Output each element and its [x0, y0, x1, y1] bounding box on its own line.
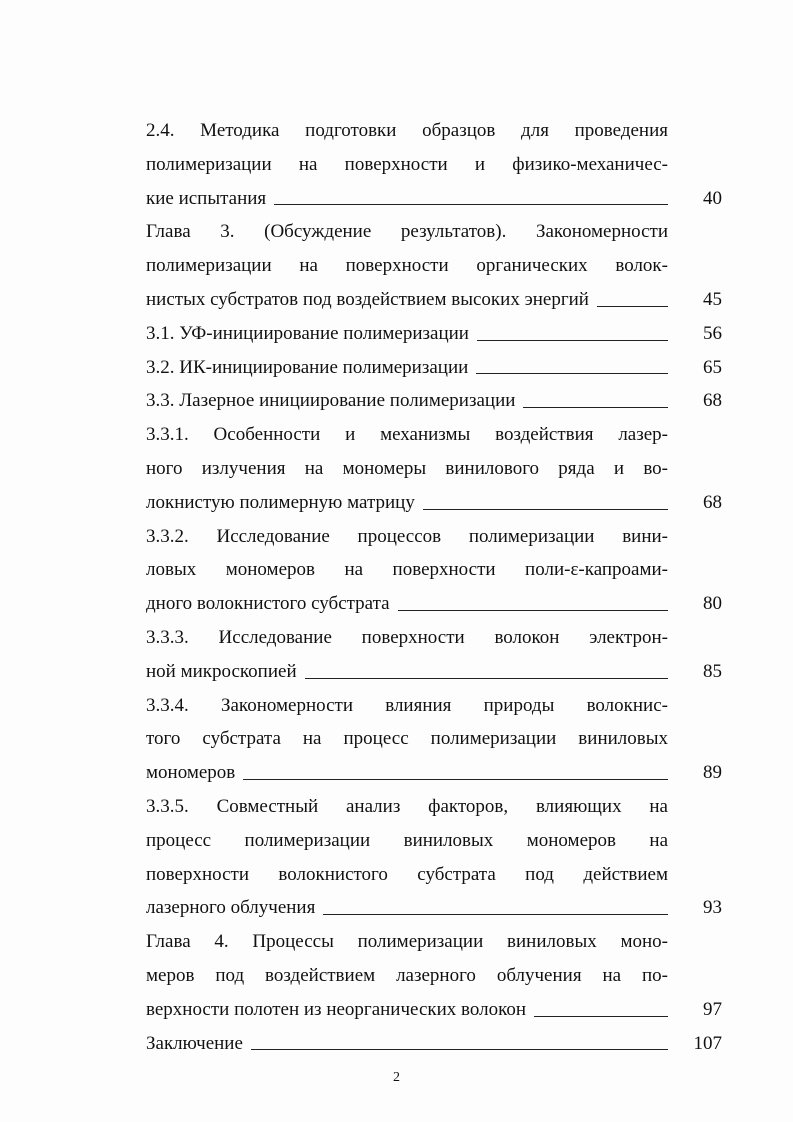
- toc-entry: [146, 621, 722, 689]
- toc-page-number: 89: [703, 762, 722, 784]
- toc-page-number: 85: [703, 660, 722, 682]
- toc-entry-line: [146, 384, 668, 418]
- leader-line: [523, 406, 668, 408]
- toc-entry-line: [146, 993, 668, 1027]
- toc-entry-line: [146, 756, 668, 790]
- toc-entry-text: 3.2. ИК-инициирование полимеризации: [146, 356, 469, 378]
- toc-entry-line: [146, 1027, 668, 1061]
- toc-page-number: 40: [703, 187, 722, 209]
- toc-entry-line: 3.3.2. Исследование процессов полимеризации вини-: [146, 525, 668, 547]
- toc-entry-line: [146, 891, 668, 925]
- toc-entry-text: Заключение: [146, 1032, 243, 1054]
- toc-page-number: 68: [703, 491, 722, 513]
- toc-entry-line: 3.3.5. Совместный анализ факторов, влияющих на: [146, 795, 668, 817]
- page-number: 2: [393, 1070, 400, 1085]
- toc-entry-line: меров под воздействием лазерного облучения на по-: [146, 964, 668, 986]
- toc-entry-line: 3.3.4. Закономерности влияния природы волокнис-: [146, 694, 668, 716]
- leader-line: [305, 677, 668, 679]
- toc-entry-line: Глава 4. Процессы полимеризации виниловых моно-: [146, 931, 668, 953]
- toc-entry-text: дного волокнистого субстрата: [146, 593, 390, 615]
- toc-entry-line: процесс полимеризации виниловых мономеров на: [146, 829, 668, 851]
- toc-entry: [146, 215, 722, 316]
- leader-line: [477, 339, 668, 341]
- toc-entry: [146, 689, 722, 790]
- toc-entry-line: [146, 587, 668, 621]
- toc-entry-line: [146, 655, 668, 689]
- leader-line: [274, 203, 668, 205]
- toc-entry-line: поверхности волокнистого субстрата под действием: [146, 863, 668, 885]
- toc-entry-line: [146, 351, 668, 385]
- toc-entry-text: мономеров: [146, 762, 236, 784]
- toc-entry: [146, 384, 722, 418]
- toc-entry-text: 3.3. Лазерное инициирование полимеризации: [146, 390, 516, 412]
- toc-entry: [146, 351, 722, 385]
- toc-entry-line: полимеризации на поверхности органических волок-: [146, 255, 668, 277]
- toc-page-number: 65: [703, 356, 722, 378]
- leader-line: [323, 913, 668, 915]
- toc-entry-line: 3.3.3. Исследование поверхности волокон электрон-: [146, 626, 668, 648]
- leader-line: [423, 508, 668, 510]
- toc-entry-line: [146, 317, 668, 351]
- leader-line: [243, 778, 668, 780]
- toc-entry-text: ной микроскопией: [146, 660, 297, 682]
- toc-entry-line: полимеризации на поверхности и физико-механичес-: [146, 153, 668, 175]
- toc-entry-text: верхности полотен из неорганических волокон: [146, 998, 527, 1020]
- toc-entry: [146, 790, 722, 925]
- toc-entry-text: лазерного облучения: [146, 897, 316, 919]
- toc-entry: [146, 925, 722, 1026]
- toc-entry-line: 2.4. Методика подготовки образцов для проведения: [146, 120, 668, 141]
- toc-entry: [146, 520, 722, 621]
- toc-page-number: 80: [703, 593, 722, 615]
- toc-entry-line: 3.3.1. Особенности и механизмы воздействия лазер-: [146, 424, 668, 446]
- toc-entry: [146, 418, 722, 519]
- leader-line: [476, 372, 668, 374]
- toc-entry-text: нистых субстратов под воздействием высоких энергий: [146, 288, 589, 310]
- toc-entry-text: локнистую полимерную матрицу: [146, 491, 415, 513]
- toc-entry: [146, 317, 722, 351]
- table-of-contents: [146, 114, 722, 1060]
- leader-line: [597, 305, 668, 307]
- toc-entry-line: ловых мономеров на поверхности поли-ε-капроами-: [146, 559, 668, 581]
- leader-line: [398, 609, 668, 611]
- toc-page-number: 68: [703, 390, 722, 412]
- toc-entry-line: [146, 182, 668, 216]
- toc-entry-line: Глава 3. (Обсуждение результатов). Закономерности: [146, 221, 668, 243]
- toc-entry: [146, 114, 722, 215]
- toc-page-number: 107: [693, 1032, 722, 1054]
- leader-line: [251, 1048, 668, 1050]
- toc-entry-line: [146, 283, 668, 317]
- toc-entry-line: ного излучения на мономеры винилового ряда и во-: [146, 457, 668, 479]
- toc-entry: [146, 1027, 722, 1061]
- leader-line: [534, 1015, 668, 1017]
- toc-entry-text: 3.1. УФ-инициирование полимеризации: [146, 322, 469, 344]
- toc-page-number: 45: [703, 288, 722, 310]
- toc-page-number: 97: [703, 998, 722, 1020]
- toc-entry-line: того субстрата на процесс полимеризации виниловых: [146, 728, 668, 750]
- toc-entry-line: [146, 486, 668, 520]
- toc-page-number: 93: [703, 897, 722, 919]
- toc-entry-text: кие испытания: [146, 187, 267, 209]
- toc-page-number: 56: [703, 322, 722, 344]
